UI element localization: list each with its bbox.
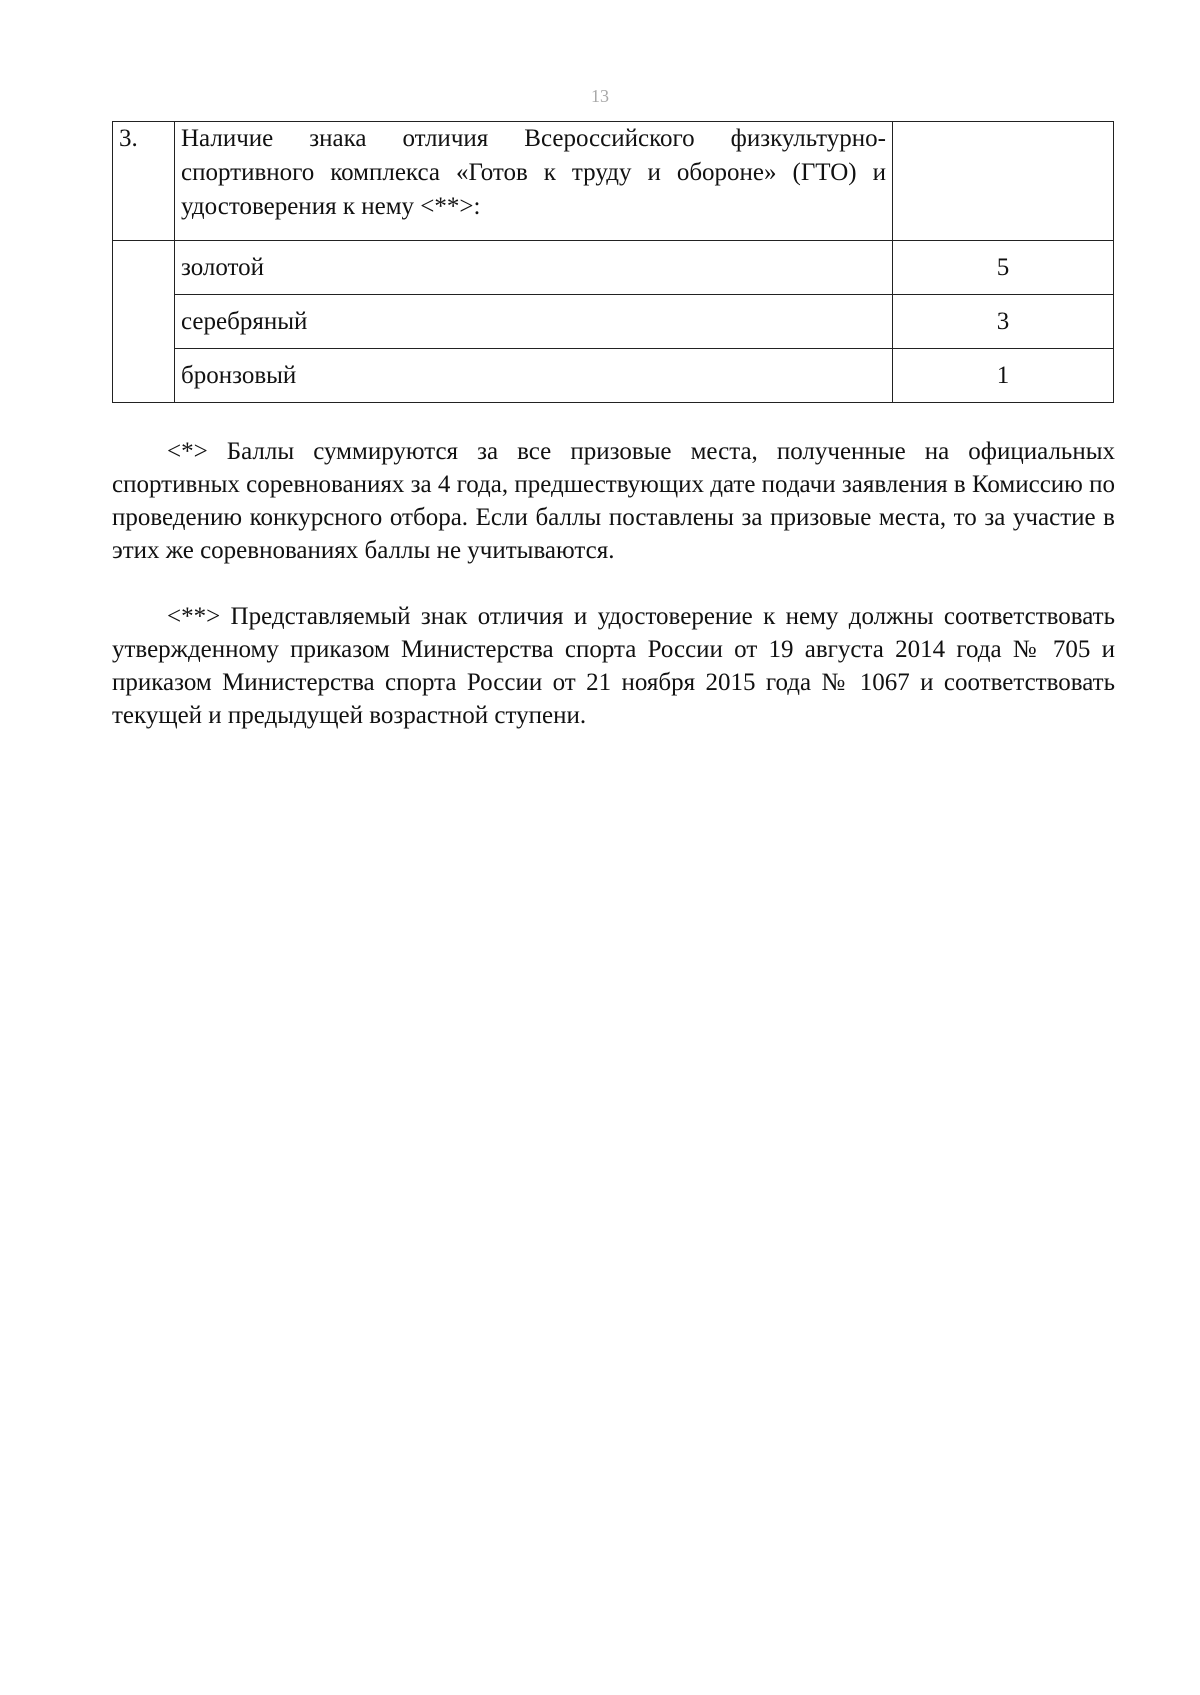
level-points: 3 bbox=[893, 295, 1114, 349]
item-number: 3. bbox=[113, 122, 175, 241]
level-label: золотой bbox=[175, 241, 893, 295]
level-points: 1 bbox=[893, 349, 1114, 403]
table-row bbox=[113, 295, 1114, 349]
table-row bbox=[113, 349, 1114, 403]
page-number: 13 bbox=[591, 86, 609, 106]
level-label: бронзовый bbox=[175, 349, 893, 403]
criterion-text: Наличие знака отличия Всероссийского физкультурно-спортивного комплекса «Готов к труду и обороне» (ГТО) и удостоверения к нему <**>: bbox=[175, 122, 893, 241]
table-row bbox=[113, 241, 1114, 295]
table-row bbox=[113, 122, 1114, 241]
criteria-table bbox=[112, 121, 1114, 403]
criterion-score-cell bbox=[893, 122, 1114, 241]
level-label: серебряный bbox=[175, 295, 893, 349]
footnote-gto-badge: <**> Представляемый знак отличия и удостоверение к нему должны соответствовать утвержденному приказом Министерства спорта России от 19 августа 2014 года № 705 и приказом Министерства спорта России от 21 ноября 2015 года № 1067 и соответствовать текущей и предыдущей возрастной ступени. bbox=[112, 603, 1115, 729]
empty-number-cell bbox=[113, 241, 175, 403]
level-points: 5 bbox=[893, 241, 1114, 295]
footnote-prize-places: <*> Баллы суммируются за все призовые места, полученные на официальных спортивных соревнованиях за 4 года, предшествующих дате подачи заявления в Комиссию по проведению конкурсного отбора. Если баллы поставлены за призовые места, то за участие в этих же соревнованиях баллы не учитываются. bbox=[112, 438, 1115, 564]
